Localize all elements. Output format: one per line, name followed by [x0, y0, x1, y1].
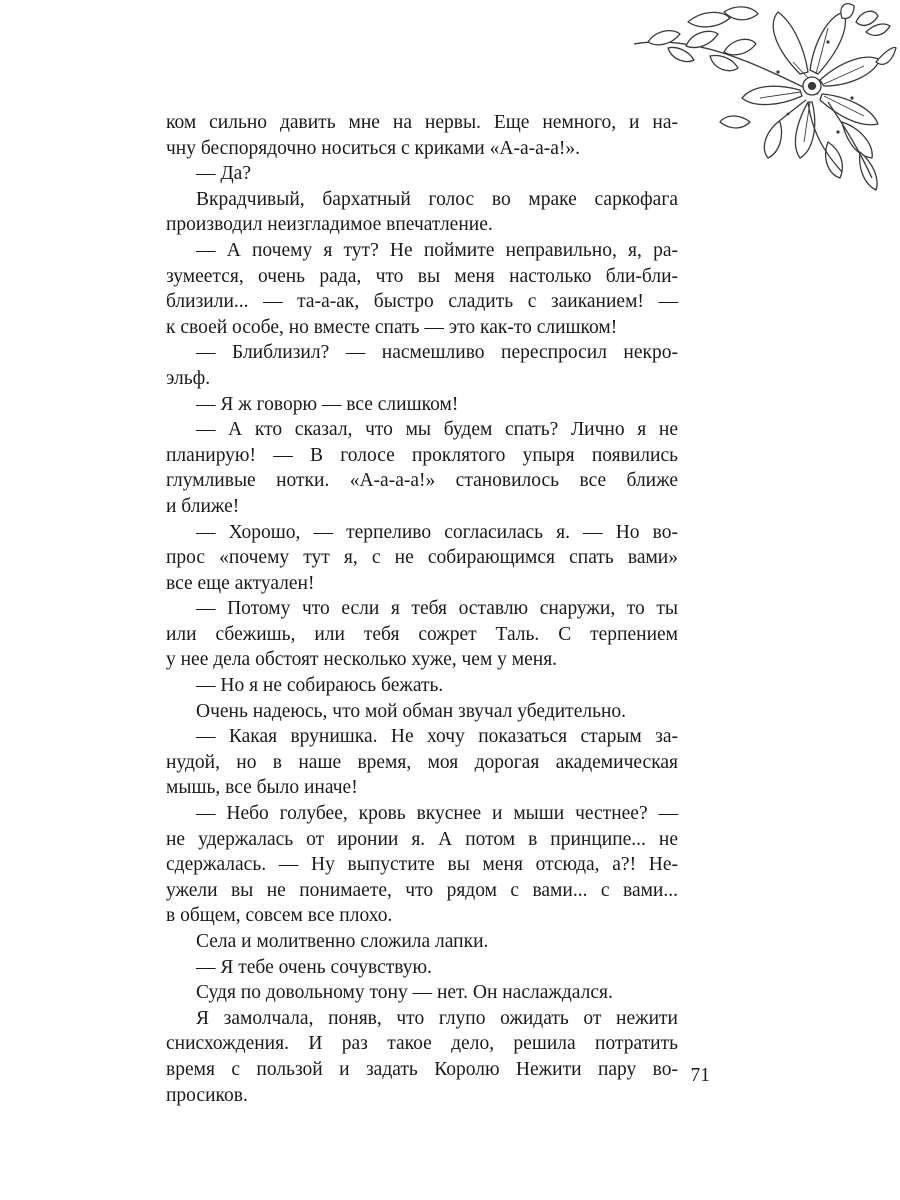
text-line: — Но я не собираюсь бежать. — [196, 675, 444, 697]
text-line: нудой, но в наше время, моя дорогая академическая — [166, 751, 678, 773]
text-line: эльф. — [166, 367, 211, 389]
text-line: Вкрадчивый, бархатный голос во мраке саркофага — [196, 188, 678, 210]
text-line: и ближе! — [166, 495, 240, 517]
text-line: зумеется, очень рада, что вы меня настолько бли-бли- — [166, 265, 678, 287]
text-line: производил неизгладимое впечатление. — [166, 214, 493, 236]
text-line: у нее дела обстоят несколько хуже, чем у меня. — [166, 649, 558, 671]
text-line: — Потому что если я тебя оставлю снаружи, то ты — [196, 598, 678, 620]
body-text — [166, 110, 678, 1108]
text-line: ком сильно давить мне на нервы. Еще немного, и на- — [166, 112, 678, 133]
text-line: ужели вы не понимаете, что рядом с вами... с вами... — [166, 879, 678, 901]
text-line: близили... — та-а-ак, быстро сладить с заиканием! — — [166, 291, 678, 313]
text-line: — А кто сказал, что мы будем спать? Лично я не — [196, 419, 678, 441]
text-line: Села и молитвенно сложила лапки. — [196, 931, 489, 952]
text-line: Я замолчала, поняв, что глупо ожидать от нежити — [196, 1007, 678, 1029]
text-line: прос «почему тут я, с не собирающимся спать вами» — [166, 547, 678, 569]
text-line: планирую! — В голосе проклятого упыря появились — [166, 444, 678, 466]
page-number: 71 — [690, 1065, 710, 1086]
text-line: снисхождения. И раз такое дело, решила потратить — [166, 1033, 678, 1055]
text-line: — А почему я тут? Не поймите неправильно, я, ра- — [196, 239, 678, 261]
text-line: просиков. — [166, 1084, 248, 1106]
text-line: сдержалась. — Ну выпустите вы меня отсюда, а?! Не- — [166, 854, 678, 876]
text-line: в общем, совсем все плохо. — [166, 905, 393, 927]
text-line: — Я ж говорю — все слишком! — [196, 393, 459, 415]
text-line: — Хорошо, — терпеливо согласилась я. — Но во- — [196, 521, 678, 543]
text-line: чну беспорядочно носиться с криками «А-а-а-а!». — [166, 137, 581, 159]
text-line: к своей особе, но вместе спать — это как-то слишком! — [166, 316, 618, 338]
text-line: — Небо голубее, кровь вкуснее и мыши честнее? — — [196, 803, 678, 825]
text-line: глумливые нотки. «А-а-а-а!» становилось все ближе — [166, 470, 678, 492]
text-line: время с пользой и задать Королю Нежити пару во- — [166, 1058, 678, 1080]
text-line: — Какая врунишка. Не хочу показаться старым за- — [196, 726, 678, 748]
text-line: мышь, все было иначе! — [166, 777, 358, 799]
text-line: не удержалась от иронии я. А потом в принципе... не — [166, 828, 678, 850]
text-line: — Да? — [196, 163, 251, 185]
text-line: Очень надеюсь, что мой обман звучал убедительно. — [196, 700, 627, 722]
text-line: — Я тебе очень сочувствую. — [196, 956, 432, 978]
text-line: все еще актуален! — [166, 572, 315, 594]
text-line: или сбежишь, или тебя сожрет Таль. С терпением — [166, 623, 678, 645]
text-line: Судя по довольному тону — нет. Он наслаждался. — [196, 982, 613, 1004]
text-line: — Блиблизил? — насмешливо переспросил некро- — [196, 342, 678, 364]
